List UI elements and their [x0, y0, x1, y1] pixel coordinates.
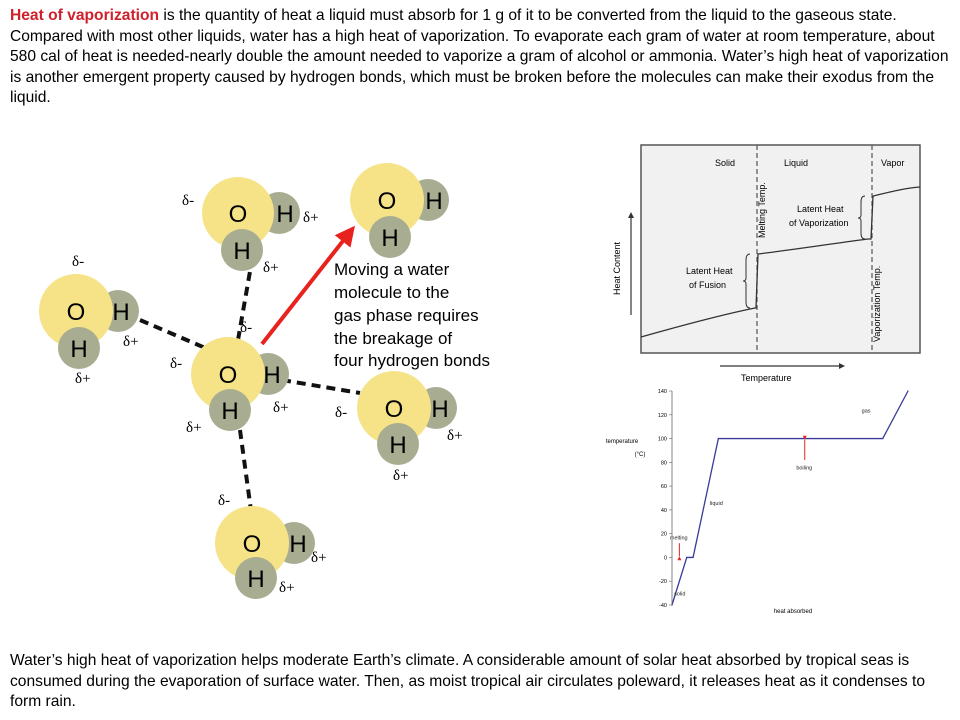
heating-curve-line — [669, 391, 908, 605]
y-tick-label: 140 — [657, 389, 667, 395]
series-lines — [671, 390, 908, 605]
latent-vaporization-label: of Vaporization — [789, 218, 849, 228]
delta-minus-label: δ- — [182, 193, 195, 209]
water-molecule-bottom — [215, 493, 327, 599]
hydrogen-label: H — [389, 432, 407, 459]
latent-fusion-label: of Fusion — [689, 280, 727, 290]
y-ticks — [658, 389, 672, 609]
melting-arrow-head — [677, 556, 681, 560]
delta-plus-label: δ+ — [303, 210, 319, 226]
liquid-label: liquid — [709, 501, 723, 508]
water-molecule-right — [335, 371, 463, 484]
curve-point — [907, 390, 908, 391]
solid-label: solid — [674, 591, 686, 598]
oxygen-label: O — [66, 299, 86, 326]
latent-vaporization-label: Latent Heat — [797, 204, 844, 214]
hydrogen-label: H — [431, 396, 449, 423]
curve-point — [882, 438, 883, 439]
vaporization-temp-label: Vaporization Temp. — [872, 265, 882, 342]
y-tick-label: 100 — [657, 436, 667, 443]
hydrogen-label: H — [70, 336, 88, 363]
oxygen-label: O — [377, 188, 397, 215]
x-axis-label: heat absorbed — [773, 609, 813, 615]
y-tick-label: 120 — [657, 412, 667, 419]
phase-diagram — [600, 140, 930, 385]
y-tick-label: 80 — [660, 460, 667, 467]
y-tick-label: 60 — [660, 484, 667, 491]
caption-line: four hydrogen bonds — [334, 351, 490, 370]
phase-region-solid: Solid — [715, 158, 736, 168]
delta-minus-label: δ- — [72, 254, 85, 270]
delta-plus-label: δ+ — [273, 400, 289, 416]
phase-region-liquid: Liquid — [784, 158, 809, 168]
latent-fusion-label: Latent Heat — [686, 266, 733, 276]
melting-label: melting — [669, 535, 688, 542]
water-molecule-gas — [350, 163, 449, 258]
y-axis-label-line2: (°C) — [634, 452, 646, 458]
y-axis-label-line1: temperature — [605, 439, 639, 445]
hydrogen-label: H — [276, 201, 294, 228]
delta-minus-label: δ- — [170, 356, 183, 372]
delta-minus-label: δ- — [335, 405, 348, 421]
delta-plus-label: δ+ — [311, 550, 327, 566]
delta-plus-label: δ+ — [75, 371, 91, 387]
delta-plus-label: δ+ — [279, 580, 295, 596]
y-tick-label: 0 — [663, 555, 667, 562]
water-molecule-center — [170, 320, 289, 436]
curve-point — [686, 557, 687, 558]
hydrogen-label: H — [289, 531, 307, 558]
key-term: Heat of vaporization — [10, 7, 160, 24]
curve-point — [728, 438, 729, 439]
y-tick-label: 20 — [660, 531, 667, 538]
curve-point — [692, 557, 693, 558]
curve-point — [718, 438, 719, 439]
hydrogen-label: H — [247, 566, 265, 593]
phase-region-vapor: Vapor — [881, 158, 905, 168]
hydrogen-label: H — [112, 299, 130, 326]
hydrogen-label: H — [425, 188, 443, 215]
delta-plus-label: δ+ — [186, 420, 202, 436]
melting-temp-label: Melting Temp. — [757, 182, 767, 238]
hydrogen-label: H — [381, 225, 399, 252]
heating-curve-chart — [600, 385, 920, 620]
caption-line: the breakage of — [334, 329, 453, 348]
y-tick-label: 40 — [660, 507, 667, 514]
phase-y-axis-label: Heat Content — [612, 241, 622, 295]
phase-x-axis-label: Temperature — [741, 373, 792, 383]
hydrogen-label: H — [233, 238, 251, 265]
water-molecule-left — [39, 254, 139, 387]
delta-plus-label: δ+ — [447, 428, 463, 444]
boiling-label: boiling — [796, 465, 813, 472]
delta-plus-label: δ+ — [263, 260, 279, 276]
oxygen-label: O — [384, 396, 404, 423]
outro-paragraph: Water’s high heat of vaporization helps moderate Earth’s climate. A considerable amount of solar heat absorbed by tropical seas is consumed during the evaporation of surface water. Then, as moist tropical air circulates poleward, it releases heat as it condenses to form rain. — [10, 652, 926, 711]
caption-line: Moving a water — [334, 260, 450, 279]
delta-plus-label: δ+ — [393, 468, 409, 484]
annotations — [670, 408, 871, 597]
oxygen-label: O — [218, 362, 238, 389]
gas-label: gas — [861, 408, 871, 415]
intro-text: is the quantity of heat a liquid must absorb for 1 g of it to be converted from the liquid to the gaseous state. Compared with most other liquids, water has a high heat of vaporization. To evaporate each gram of water at room temperature, about 580 cal of heat is needed-nearly double the amount needed to vaporize a gram of alcohol or ammonia. Water’s high heat of vaporization is another emergent property caused by hydrogen bonds, which must be broken before the molecules can make their exodus from the liquid. — [10, 7, 949, 107]
molecule-caption — [334, 260, 490, 370]
water-molecule-top — [182, 177, 319, 276]
oxygen-label: O — [242, 531, 262, 558]
delta-minus-label: δ- — [218, 493, 231, 509]
caption-line: molecule to the — [334, 283, 450, 302]
oxygen-label: O — [228, 201, 248, 228]
y-tick-label: -20 — [659, 579, 667, 586]
y-tick-label: -40 — [659, 603, 667, 609]
delta-plus-label: δ+ — [123, 334, 139, 350]
delta-minus-label: δ- — [240, 320, 253, 336]
caption-line: gas phase requires — [334, 306, 479, 325]
hydrogen-label: H — [221, 398, 239, 425]
hydrogen-label: H — [263, 362, 281, 389]
